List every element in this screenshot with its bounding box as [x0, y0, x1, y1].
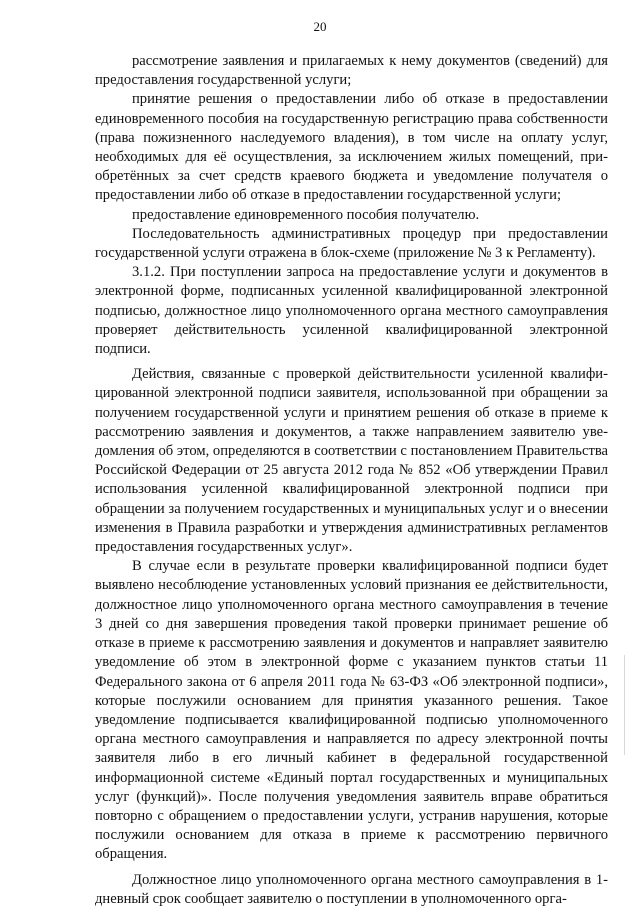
paragraph-sequence: Последовательность административных процедур при предоставлении государственной услуги отражена в блок-схеме (приложение № 3 к Регламенту). [95, 225, 608, 262]
paragraph-signature-check: Действия, связанные с проверкой действительности усиленной квалифицированной электронной подписи заявителя, использованной при обращении за получением государственной услуги и принятием решения об отказе в приеме к рассмотрению заявления и документов, а также направлением заявителю уведомления об этом, определяются в соответствии с постановлением Правительства Российской Федерации от 25 августа 2012 года № 852 «Об утверждении Правил использования усиленной квалифицированной электронной подписи при обращении за получением государственных и муниципальных услуг и о внесении изменения в Правила разработки и утверждения административных регламентов предоставления государственных услуг». [95, 366, 608, 556]
paragraph-3-1-2: 3.1.2. При поступлении запроса на предоставление услуги и документов в электронной форме, подписанных усиленной квалифицированной электронной подписью, должностное лицо уполномоченного органа местного самоуправления проверяет действительность усиленной квалифицированной электронной подписи. [95, 264, 608, 358]
paragraph-consideration: рассмотрение заявления и прилагаемых к нему документов (сведений) для предоставления государственной услуги; [95, 53, 608, 89]
page-number: 20 [313, 19, 327, 34]
paragraph-invalid-signature: В случае если в результате проверки квалифицированной подписи будет выявлено несоблюдение установленных условий признания ее действительности, должностное лицо уполномоченного органа местного самоуправления в течение 3 дней со дня завершения проведения такой проверки принимает решение об отказе в приеме к рассмотрению заявления и документов и направляет заявителю уведомление об этом в электронной форме с указанием пунктов статьи 11 Федерального закона от 6 апреля 2011 года № 63-ФЗ «Об электронной подписи», которые послужили основанием для принятия указанного решения. Такое уведомление подписывается квалифицированной подписью уполномоченного органа местного самоуправления и направляется по адресу электронной почты заявителя либо в его личный кабинет в федеральной государственной информационной системе «Единый портал государственных и муниципальных услуг (функций)». После получения уведомления заявитель вправе обратиться повторно с обращением о предоставлении услуги, устранив нарушения, которые послужили основанием для отказа в приеме к рассмотрению первичного обращения. [95, 558, 608, 863]
paragraph-notification: Должностное лицо уполномоченного органа местного самоуправления в 1-дневный срок сообщает заявителю о поступлении в уполномоченного орга- [95, 871, 608, 907]
paragraph-decision: принятие решения о предоставлении либо об отказе в предоставлении единовременного пособия на государственную регистрацию права собственности (права пожизненного наследуемого владения), в том числе на оплату услуг, необходимых для её осуществления, за исключением жилых помещений, приобретённых за счет средств краевого бюджета и уведомление получателя о предоставлении либо об отказе в предоставлении государственной услуги; [95, 91, 608, 204]
paragraph-payment: предоставление единовременного пособия получателю. [132, 206, 480, 223]
document-body [95, 52, 608, 909]
scan-margin-mark [624, 655, 625, 755]
